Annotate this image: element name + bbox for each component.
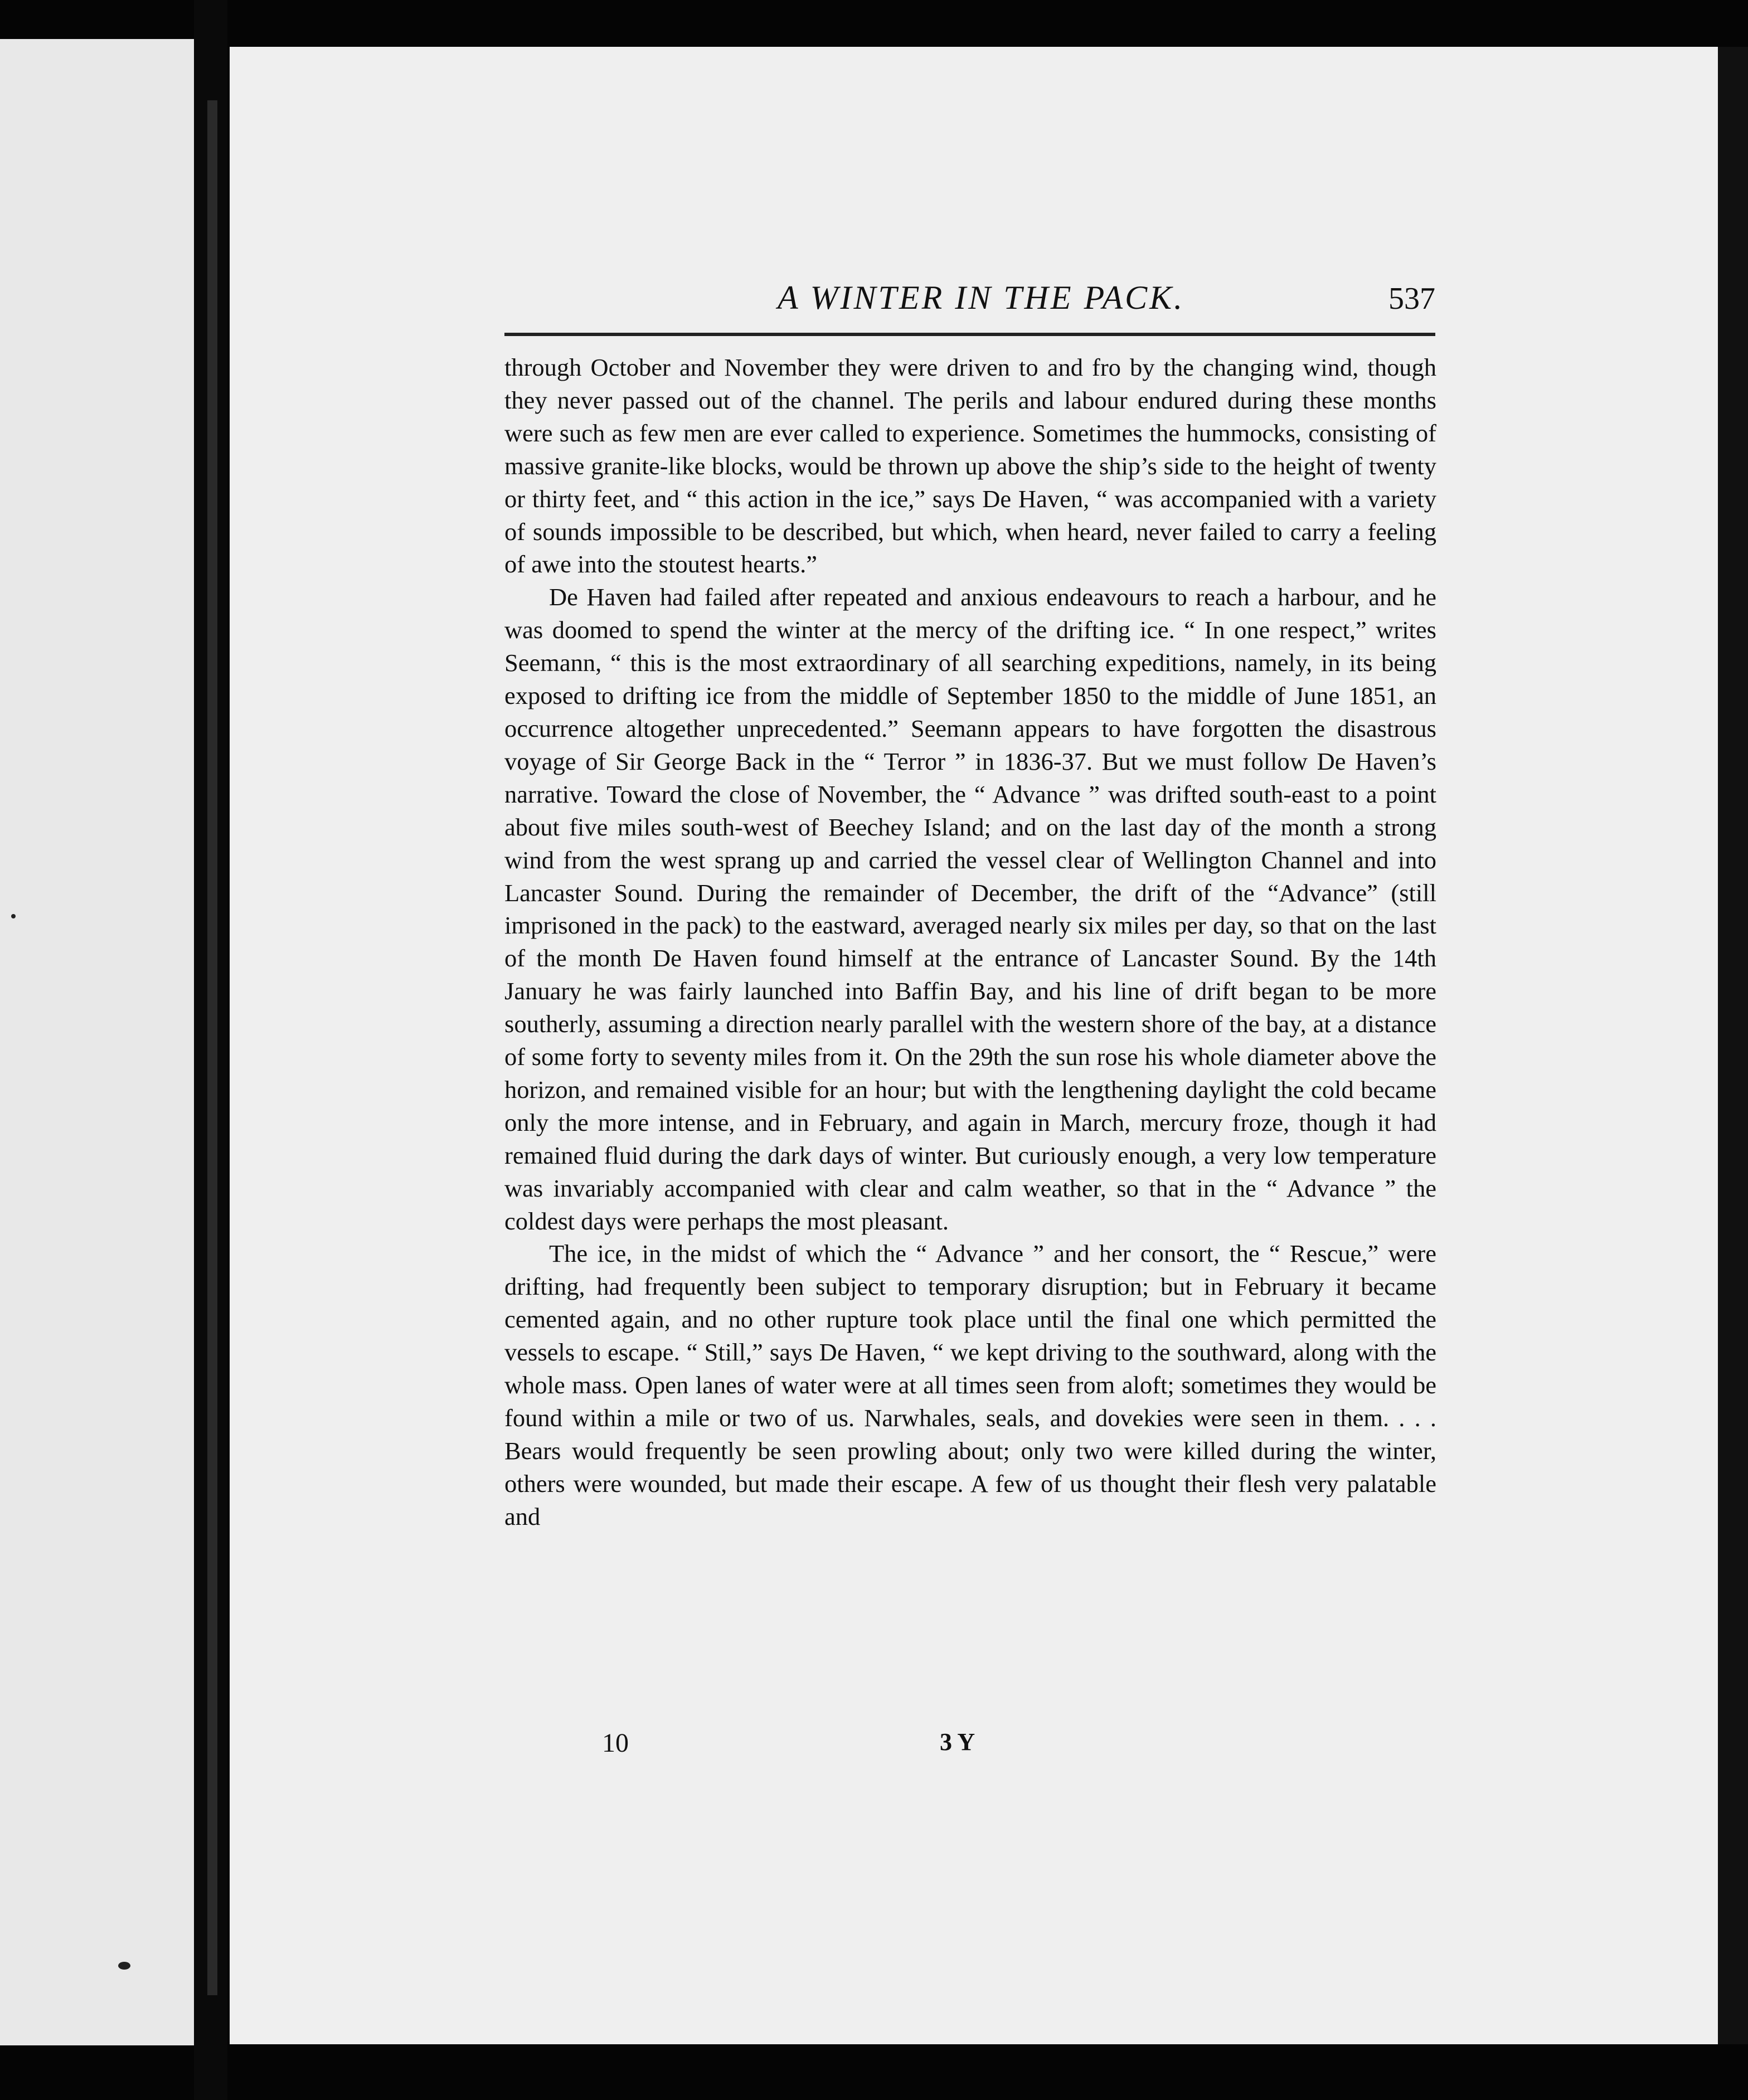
signature-code: 3 Y (940, 1728, 975, 1756)
facing-page-edge (0, 39, 194, 2045)
running-head (504, 279, 1435, 323)
paragraph: The ice, in the midst of which the “ Advance ” and her consort, the “ Rescue,” were drifting, had frequently been subject to temporary disruption; but in February it became cemented again, and no other rupture took place until the final one which permitted the vessels to escape. “ Still,” says De Haven, “ we kept driving to the southward, along with the whole mass. Open lanes of water were at all times seen from aloft; sometimes they would be found within a mile or two of us. Narwhales, seals, and dovekies were seen in them. . . . Bears would frequently be seen prowling about; only two were killed during the winter, others were wounded, but made their escape. A few of us thought their flesh very palatable and (504, 1239, 1436, 1530)
page-bottom-edge (230, 2044, 1748, 2100)
gutter-shadow (207, 100, 217, 1995)
scan-speck (11, 914, 16, 918)
paragraph: De Haven had failed after repeated and anxious endeavours to reach a harbour, and he was doomed to spend the winter at the mercy of the drifting ice. “ In one respect,” writes Seemann, “ this is the most extraordinary of all searching expeditions, namely, in its being exposed to drifting ice from the middle of September 1850 to the middle of June 1851, an occurrence altogether unprecedented.” Seemann appears to have forgotten the disastrous voyage of Sir George Back in the “ Terror ” in 1836-37. But we must follow De Haven’s narrative. Toward the close of November, the “ Advance ” was drifted south-east to a point about five miles south-west of Beechey Island; and on the last day of the month a strong wind from the west sprang up and carried the vessel clear of Wellington Channel and into Lancaster Sound. During the remainder of December, the drift of the “Advance” (still imprisoned in the pack) to the eastward, averaged nearly six miles per day, so that on the last of the month De Haven found himself at the entrance of Lancaster Sound. By the 14th January he was fairly launched into Baffin Bay, and his line of drift began to be more southerly, assuming a direction nearly parallel with the western shore of the bay, at a distance of some forty to seventy miles from it. On the 29th the sun rose his whole diameter above the horizon, and remained visible for an hour; but with the lengthening daylight the cold became only the more intense, and in February, and again in March, mercury froze, though it had remained fluid during the dark days of winter. But curiously enough, a very low temperature was invariably accompanied with clear and calm weather, so that in the “ Advance ” the coldest days were perhaps the most pleasant. (504, 583, 1436, 1235)
signature-mark: 10 (602, 1728, 629, 1758)
page-number: 537 (1388, 281, 1435, 316)
running-title: A WINTER IN THE PACK. (778, 279, 1185, 316)
paragraph: through October and November they were driven to and fro by the changing wind, though they never passed out of the channel. The perils and labour endured during these months were such as few men are ever called to experience. Sometimes the hummocks, consisting of massive granite-like blocks, would be thrown up above the ship’s side to the height of twenty or thirty feet, and “ this action in the ice,” says De Haven, “ was accompanied with a variety of sounds impossible to be described, but which, when heard, never failed to carry a feeling of awe into the stoutest hearts.” (504, 353, 1436, 579)
body-text (504, 351, 1436, 1533)
page-right-edge (1718, 47, 1748, 2044)
header-rule (504, 333, 1435, 336)
page-footer (602, 1728, 1048, 1767)
scan-speck (118, 1962, 130, 1970)
